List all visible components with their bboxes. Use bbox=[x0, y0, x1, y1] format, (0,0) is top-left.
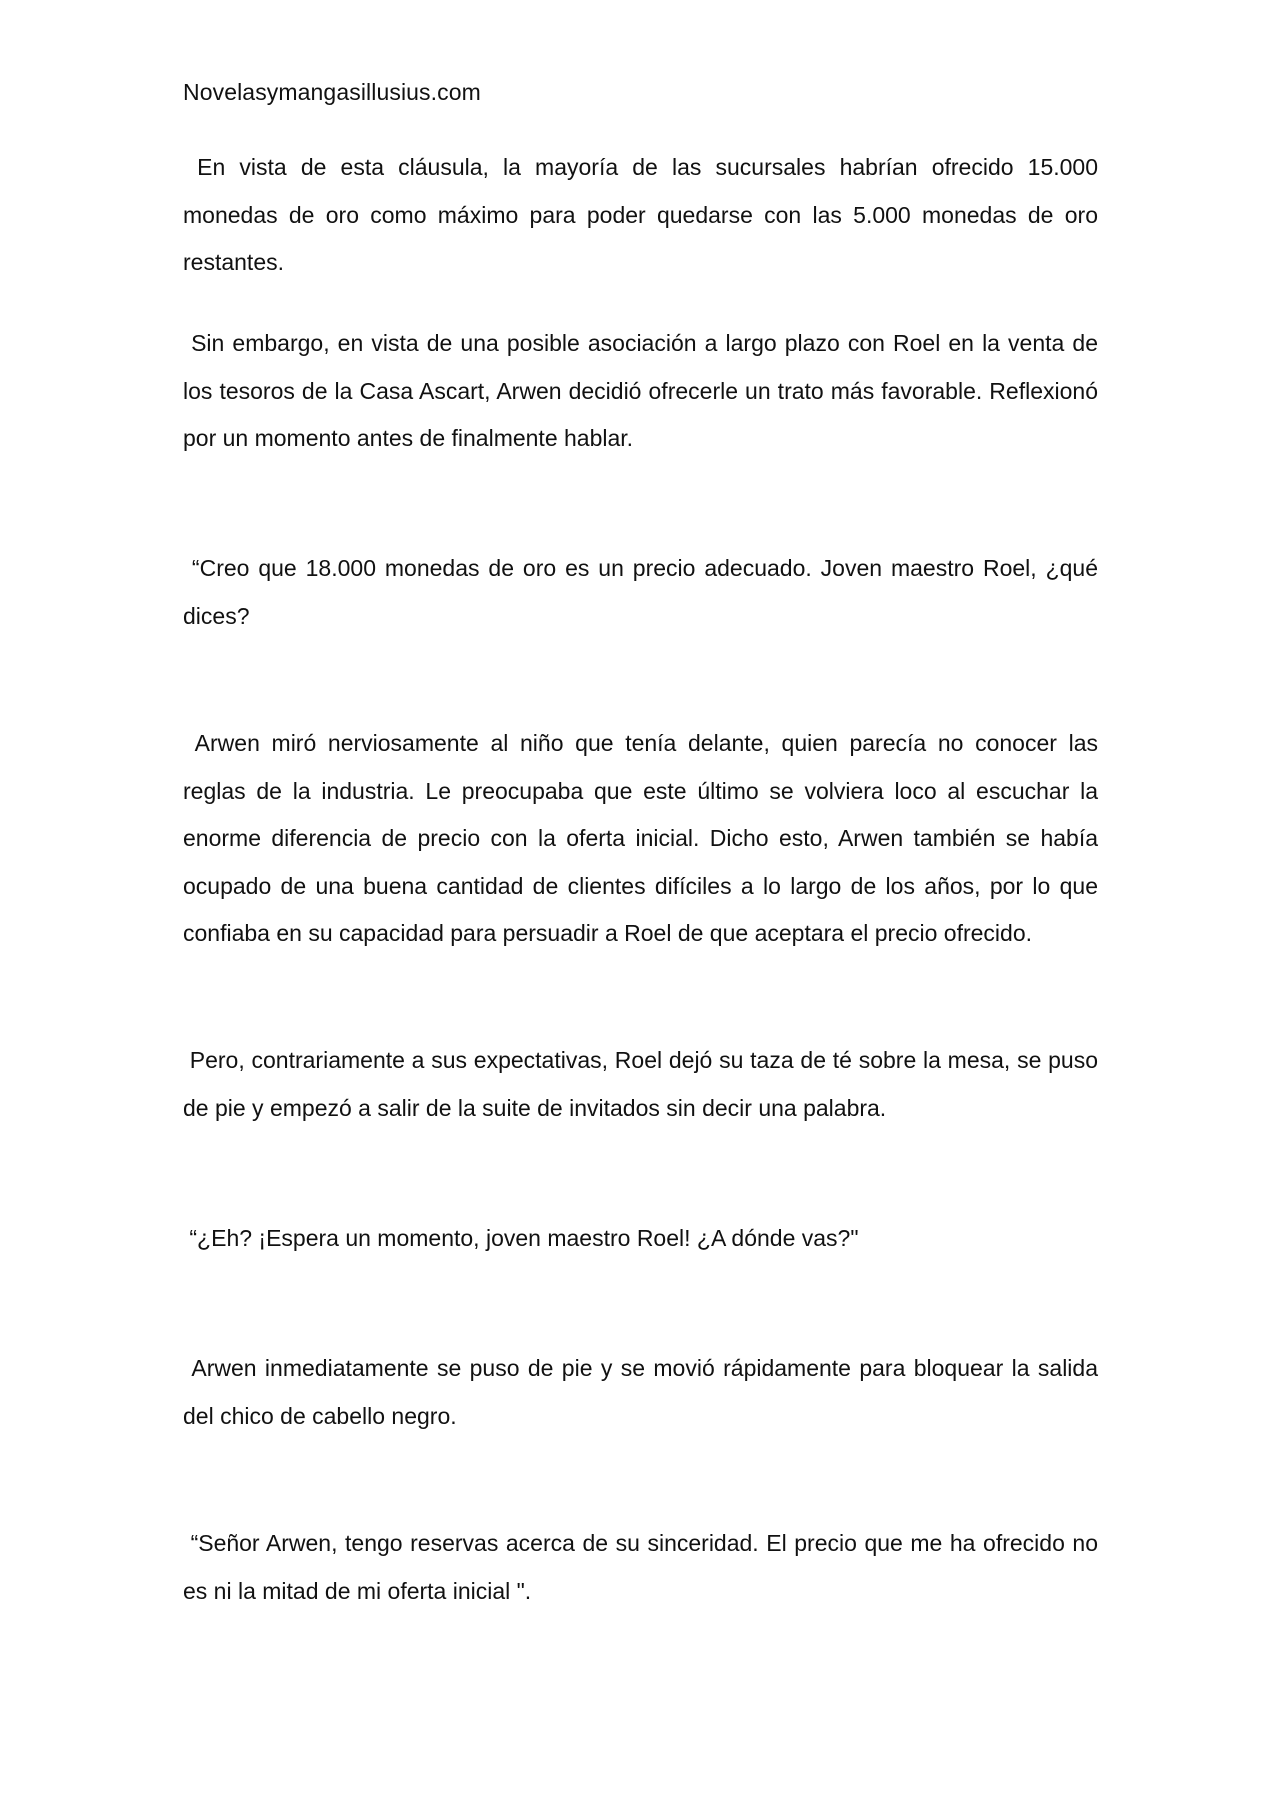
paragraph-1: En vista de esta cláusula, la mayoría de las sucursales habrían ofrecido 15.000 monedas de oro como máximo para poder quedarse con las 5.000 monedas de oro restantes. bbox=[183, 154, 1105, 275]
paragraph-3: “Creo que 18.000 monedas de oro es un precio adecuado. Joven maestro Roel, ¿qué dices? bbox=[183, 555, 1105, 629]
paragraph-7: Arwen inmediatamente se puso de pie y se movió rápidamente para bloquear la salida del chico de cabello negro. bbox=[183, 1355, 1105, 1429]
paragraph-5: Pero, contrariamente a sus expectativas, Roel dejó su taza de té sobre la mesa, se puso de pie y empezó a salir de la suite de invitados sin decir una palabra. bbox=[183, 1047, 1105, 1121]
paragraph-4: Arwen miró nerviosamente al niño que tenía delante, quien parecía no conocer las reglas de la industria. Le preocupaba que este último se volviera loco al escuchar la enorme diferencia de precio con la oferta inicial. Dicho esto, Arwen también se había ocupado de una buena cantidad de clientes difíciles a lo largo de los años, por lo que confiaba en su capacidad para persuadir a Roel de que aceptara el precio ofrecido. bbox=[183, 730, 1105, 946]
site-header: Novelasymangasillusius.com bbox=[183, 79, 481, 105]
paragraph-8: “Señor Arwen, tengo reservas acerca de su sinceridad. El precio que me ha ofrecido no es ni la mitad de mi oferta inicial ". bbox=[183, 1530, 1105, 1604]
paragraph-6: “¿Eh? ¡Espera un momento, joven maestro Roel! ¿A dónde vas?" bbox=[183, 1225, 859, 1251]
paragraph-2: Sin embargo, en vista de una posible asociación a largo plazo con Roel en la venta de los tesoros de la Casa Ascart, Arwen decidió ofrecerle un trato más favorable. Reflexionó por un momento antes de finalmente hablar. bbox=[183, 330, 1105, 451]
